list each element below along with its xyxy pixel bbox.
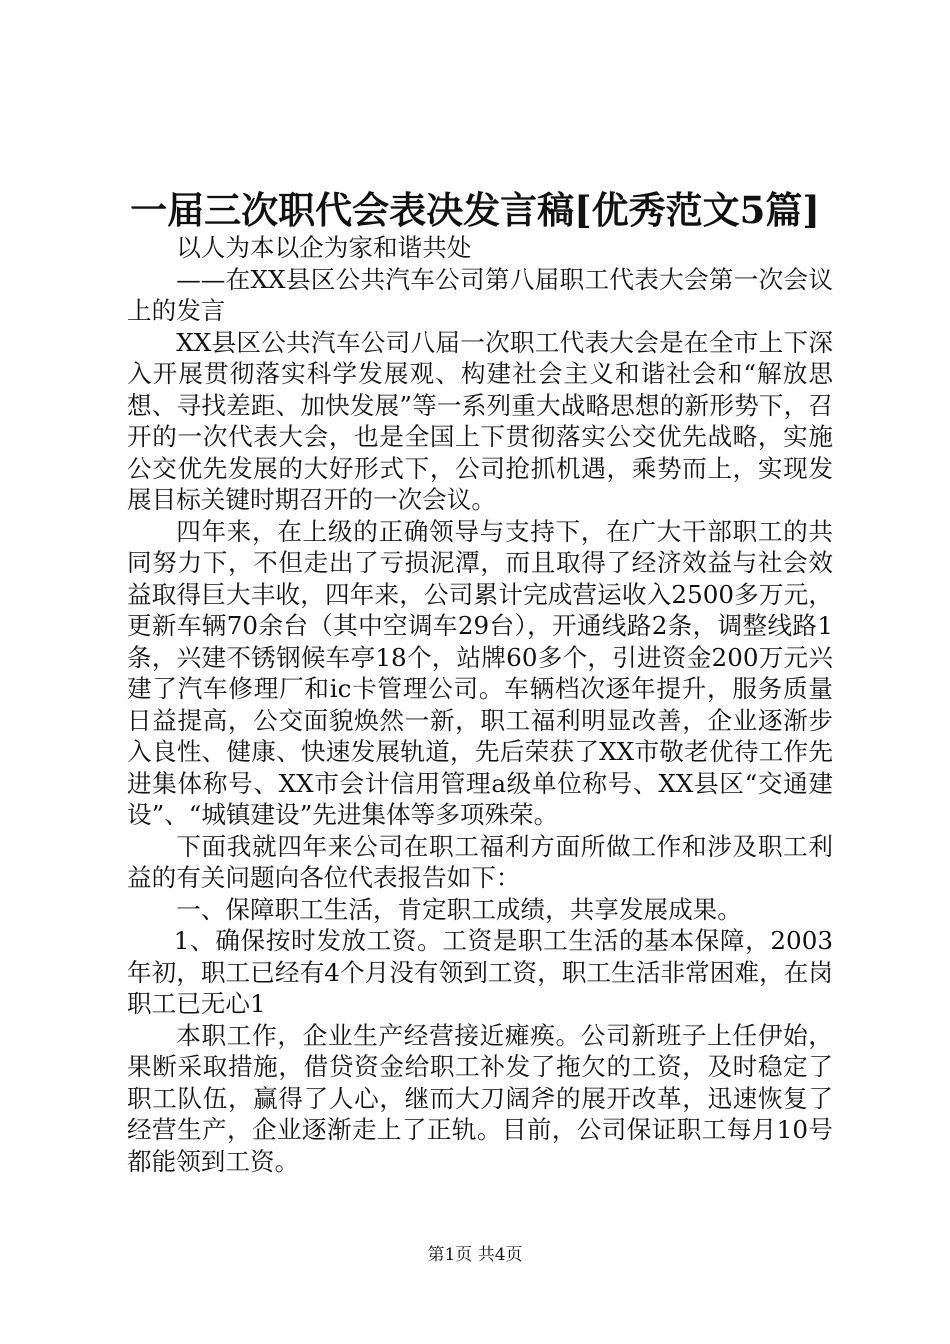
body-paragraph: XX县区公共汽车公司八届一次职工代表大会是在全市上下深入开展贯彻落实科学发展观、构建社会主义和谐社会和“解放思想、寻找差距、加快发展”等一系列重大战略思想的新形势下，召开的一次代表大会，也是全国上下贯彻落实公交优先战略，实施公交优先发展的大好形式下，公司抢抓机遇，乘势而上，实现发展目标关键时期召开的一次会议。	[127, 327, 833, 514]
subtitle-line: 以人为本以企为家和谐共处	[176, 233, 472, 262]
body-paragraph: 下面我就四年来公司在职工福利方面所做工作和涉及职工利益的有关问题向各位代表报告如下：	[127, 831, 833, 892]
section-heading: 一、保障职工生活，肯定职工成绩，共享发展成果。	[176, 894, 742, 924]
body-paragraph: 1、确保按时发放工资。工资是职工生活的基本保障，2003年初，职工已经有4个月没有领到工资，职工生活非常困难，在岗职工已无心1	[127, 926, 833, 1018]
page-number-footer: 第1页 共4页	[427, 1245, 523, 1265]
body-paragraph: 本职工作，企业生产经营接近瘫痪。公司新班子上任伊始，果断采取措施，借贷资金给职工补发了拖欠的工资，及时稳定了职工队伍，赢得了人心，继而大刀阔斧的展开改革，迅速恢复了经营生产，企业逐渐走上了正轨。目前，公司保证职工每月10号都能领到工资。	[127, 1020, 833, 1176]
body-paragraph: 四年来，在上级的正确领导与支持下，在广大干部职工的共同努力下，不但走出了亏损泥潭，而且取得了经济效益与社会效益取得巨大丰收，四年来，公司累计完成营运收入2500多万元，更新车辆70余台（其中空调车29台），开通线路2条，调整线路1条，兴建不锈钢候车亭18个，站牌60多个，引进资金200万元兴建了汽车修理厂和ic卡管理公司。车辆档次逐年提升，服务质量日益提高，公交面貌焕然一新，职工福利明显改善，企业逐渐步入良性、健康、快速发展轨道，先后荣获了XX市敬老优待工作先进集体称号、XX市会计信用管理a级单位称号、XX县区“交通建设”、“城镇建设”先进集体等多项殊荣。	[127, 516, 833, 829]
speech-occasion-line: ——在XX县区公共汽车公司第八届职工代表大会第一次会议上的发言	[127, 264, 833, 325]
document-title: 一届三次职代会表决发言稿[优秀范文5篇]	[130, 188, 820, 232]
document-body	[127, 232, 833, 1177]
